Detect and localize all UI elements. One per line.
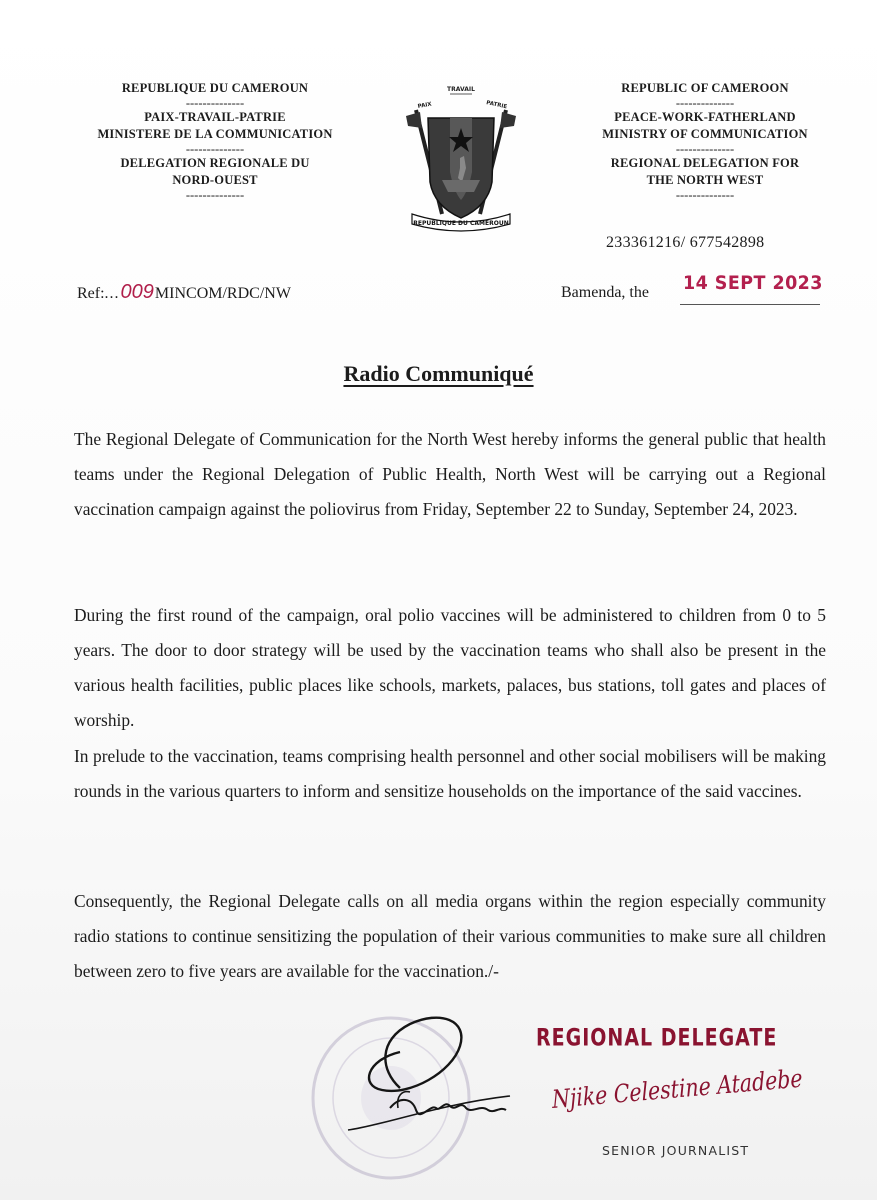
header-left-block xyxy=(70,80,360,201)
signatory-position-stamp: SENIOR JOURNALIST xyxy=(602,1143,750,1158)
reference-prefix: Ref: xyxy=(77,285,105,302)
coat-motto-right: PATRIE xyxy=(485,100,508,111)
paragraph-1: The Regional Delegate of Communication for the North West hereby informs the general public that health teams under the Regional Delegation of Public Health, North West will be carrying out a Regional vaccination campaign against the poliovirus from Friday, September 22 to Sunday, September 24, 2023. xyxy=(74,429,826,519)
separator: -------------- xyxy=(185,142,245,156)
delegation-fr-line2: NORD-OUEST xyxy=(172,173,258,187)
delegation-fr-line1: DELEGATION REGIONALE DU xyxy=(120,156,310,170)
signatory-title-stamp: REGIONAL DELEGATE xyxy=(536,1024,778,1052)
handwritten-signature xyxy=(340,1000,540,1140)
paragraph-4: Consequently, the Regional Delegate calls on all media organs within the region especially community radio stations to continue sensitizing the population of their various communities to make sure all children between zero to five years are available for the vaccination./- xyxy=(74,891,826,981)
signatory-name-stamp: Njike Celestine Atadebe xyxy=(551,1063,804,1114)
paragraph-2: During the first round of the campaign, oral polio vaccines will be administered to children from 0 to 5 years. The door to door strategy will be used by the vaccination teams who shall also be present in the various health facilities, public places like schools, markets, palaces, bus stations, toll gates and places of worship. xyxy=(74,605,826,730)
delegation-en-line2: THE NORTH WEST xyxy=(646,173,764,187)
separator: -------------- xyxy=(675,188,735,202)
delegation-en-line1: REGIONAL DELEGATION FOR xyxy=(610,156,800,170)
reference-number-handwritten: 009 xyxy=(120,281,154,303)
separator: -------------- xyxy=(675,142,735,156)
header-right-block xyxy=(570,80,840,201)
reference-suffix: MINCOM/RDC/NW xyxy=(154,285,291,302)
date-stamp: 14 SEPT 2023 xyxy=(683,272,823,294)
paragraph-3: In prelude to the vaccination, teams comprising health personnel and other social mobilisers will be making rounds in the various quarters to inform and sensitize households on the importance of the said vaccines. xyxy=(74,746,826,801)
ministry-fr: MINISTERE DE LA COMMUNICATION xyxy=(97,127,333,141)
motto-fr: PAIX-TRAVAIL-PATRIE xyxy=(144,110,286,124)
separator: -------------- xyxy=(675,96,735,110)
reference-line xyxy=(77,281,291,304)
coat-motto-center: TRAVAIL xyxy=(447,86,475,93)
country-name-fr: REPUBLIQUE DU CAMEROUN xyxy=(121,81,309,95)
separator: -------------- xyxy=(185,96,245,110)
country-name-en: REPUBLIC OF CAMEROON xyxy=(621,81,789,95)
separator: -------------- xyxy=(185,188,245,202)
place-label: Bamenda, the xyxy=(561,284,649,301)
date-underline xyxy=(680,304,820,305)
motto-en: PEACE-WORK-FATHERLAND xyxy=(614,110,796,124)
coat-of-arms-emblem xyxy=(398,82,524,234)
coat-motto-left: PAIX xyxy=(417,101,433,110)
coat-banner-text: REPUBLIQUE DU CAMEROUN xyxy=(413,220,509,227)
reference-dots: ... xyxy=(104,285,120,302)
document-title: Radio Communiqué xyxy=(343,361,534,386)
ministry-en: MINISTRY OF COMMUNICATION xyxy=(602,127,808,141)
phone-numbers: 233361216/ 677542898 xyxy=(606,234,765,251)
